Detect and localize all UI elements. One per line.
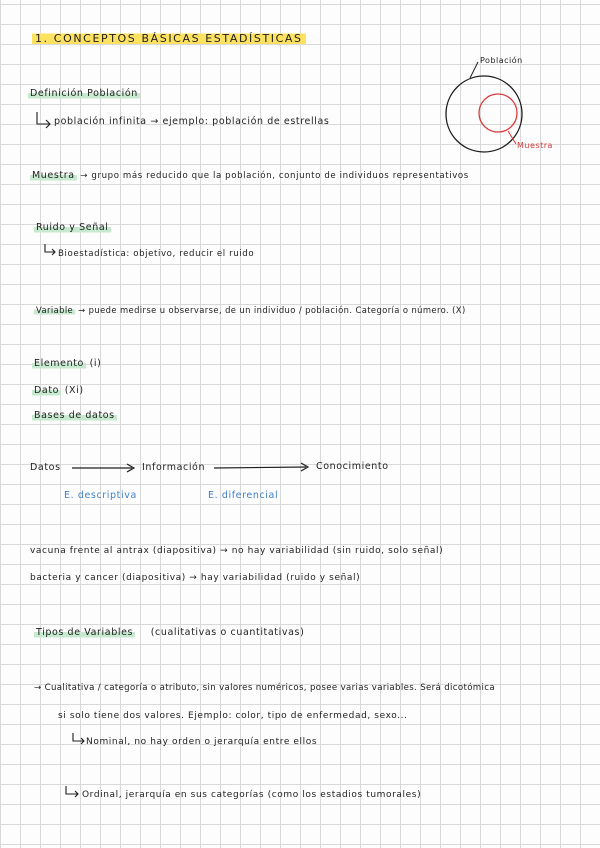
diagram-label-muestra: Muestra xyxy=(517,141,553,150)
variable-row xyxy=(34,304,466,316)
definicion-line: población infinita → ejemplo: población de estrellas xyxy=(54,116,330,127)
flow-e-diferencial: E. diferencial xyxy=(208,490,279,501)
ruido-heading: Ruido y Señal xyxy=(36,222,109,233)
dato-row: Dato (Xi) xyxy=(34,385,84,396)
tipos-term: Tipos de Variables xyxy=(36,627,134,638)
variable-term: Variable xyxy=(36,305,74,315)
example-vacuna: vacuna frente al antrax (diapositiva) → no hay variabilidad (sin ruido, solo señal) xyxy=(30,546,444,556)
flow-datos: Datos xyxy=(30,462,61,473)
flow-conocimiento: Conocimiento xyxy=(316,461,389,472)
bases-row: Bases de datos xyxy=(34,410,115,421)
ruido-line: Bioestadística: objetivo, reducir el ruido xyxy=(58,249,255,259)
tipos-text: (cualitativas o cuantitativas) xyxy=(150,627,305,638)
diagram-label-poblacion: Población xyxy=(480,56,523,65)
flow-informacion: Información xyxy=(142,462,206,473)
sample-circle xyxy=(479,94,517,132)
tipos-row xyxy=(34,627,304,639)
flow-e-descriptiva: E. descriptiva xyxy=(64,490,137,501)
elemento-row: Elemento (i) xyxy=(34,358,102,369)
nominal-line: Nominal, no hay orden o jerarquía entre ellos xyxy=(86,737,318,747)
example-bacteria: bacteria y cancer (diapositiva) → hay variabilidad (ruido y señal) xyxy=(30,573,361,583)
ordinal-line: Ordinal, jerarquía en sus categorías (como los estadios tumorales) xyxy=(82,790,422,800)
population-pointer xyxy=(470,62,478,78)
muestra-term: Muestra xyxy=(32,170,75,181)
muestra-text: → grupo más reducido que la población, conjunto de individuos representativos xyxy=(80,171,469,181)
page-title: 1. CONCEPTOS BÁSICAS ESTADÍSTICAS xyxy=(32,33,306,45)
arrow-informacion-conocimiento xyxy=(214,467,306,468)
definicion-heading: Definición Población xyxy=(30,88,138,99)
population-circle xyxy=(446,76,522,152)
variable-text: → puede medirse u observarse, de un individuo / población. Categoría o número. (X) xyxy=(78,305,466,315)
cualitativa-line1: → Cualitativa / categoría o atributo, sin valores numéricos, posee varias variables. Será dicotómica xyxy=(34,683,495,693)
cualitativa-line2: si solo tiene dos valores. Ejemplo: color, tipo de enfermedad, sexo... xyxy=(58,711,408,721)
muestra-row xyxy=(30,170,469,182)
